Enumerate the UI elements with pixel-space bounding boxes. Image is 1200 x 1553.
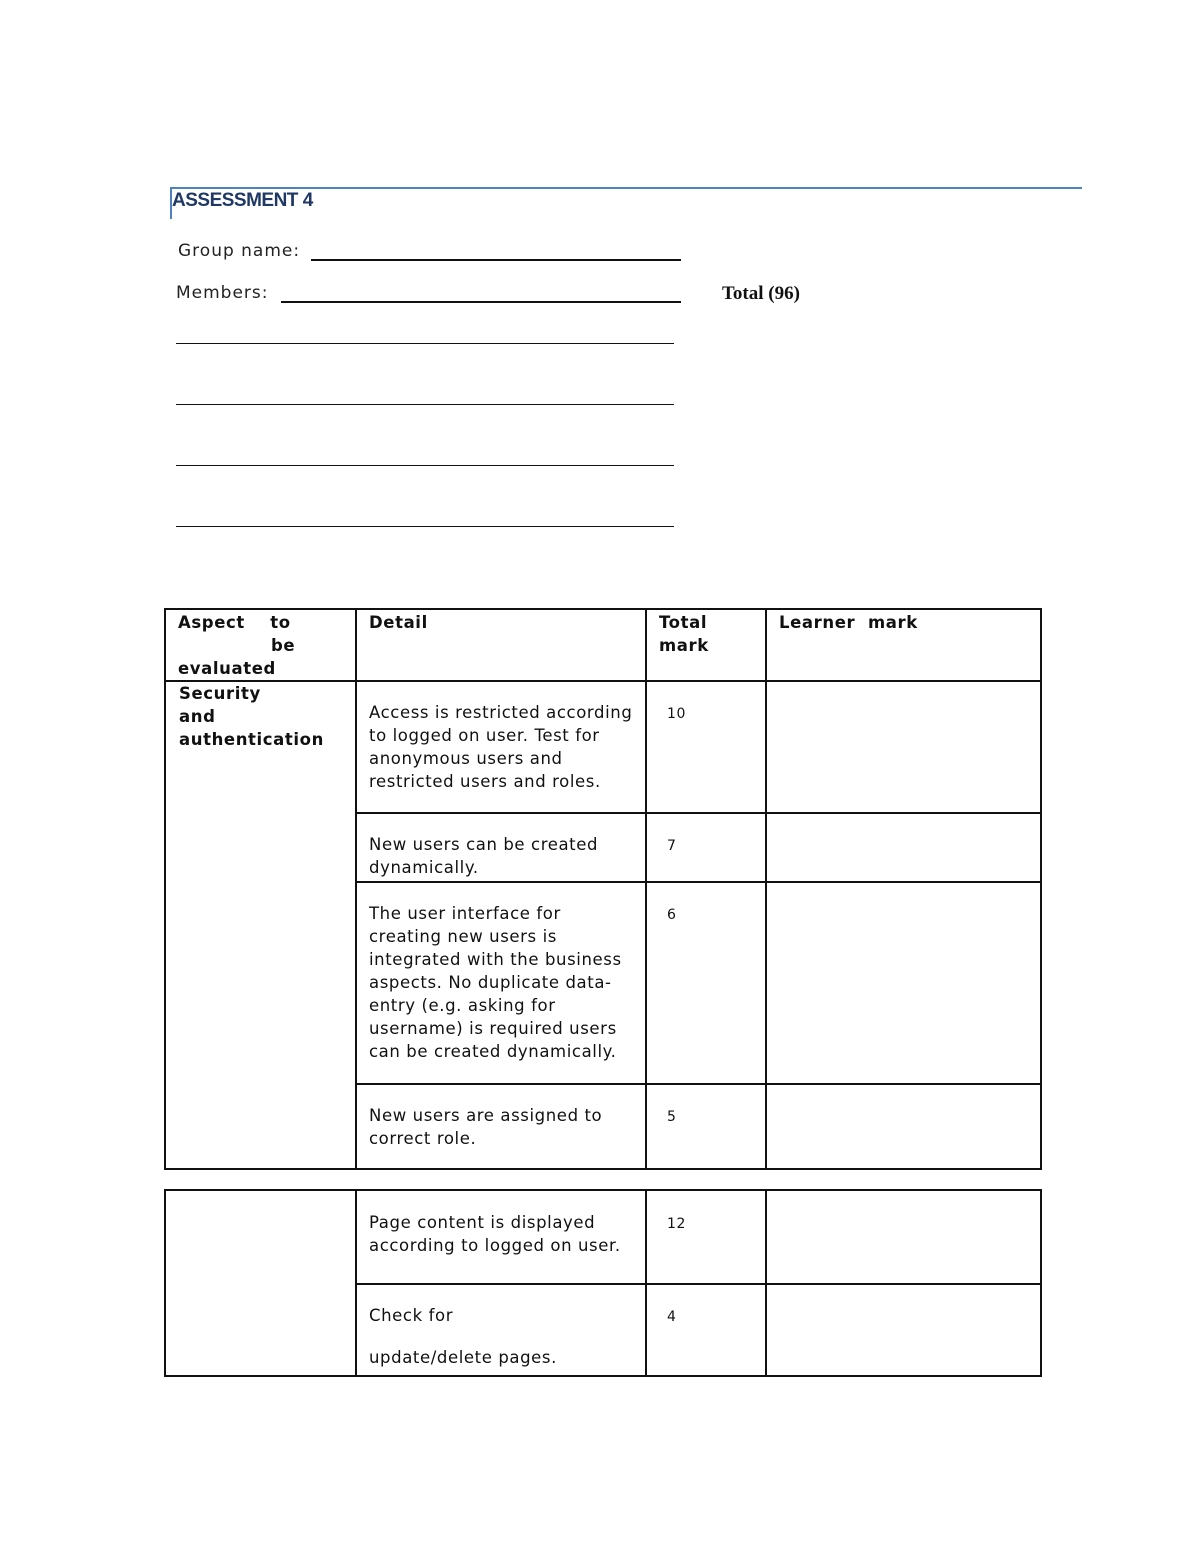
total-mark-value: 10 (667, 706, 687, 722)
header-learner-mark: Learner mark (766, 609, 1041, 681)
group-name-field[interactable] (311, 259, 681, 261)
total-mark-value: 5 (667, 1109, 677, 1125)
learner-mark-cell[interactable] (766, 681, 1041, 813)
detail-cell: Check for update/delete pages. (356, 1284, 646, 1376)
learner-mark-cell[interactable] (766, 1190, 1041, 1284)
group-name-label: Group name: (178, 241, 301, 261)
members-label: Members: (176, 283, 269, 303)
learner-mark-cell[interactable] (766, 882, 1041, 1084)
header-detail: Detail (356, 609, 646, 681)
total-mark-value: 4 (667, 1309, 677, 1325)
detail-cell: Page content is displayed according to logged on user. (356, 1190, 646, 1284)
table-row (165, 681, 1041, 813)
heading-rule (170, 187, 1082, 189)
member-line-2[interactable] (176, 404, 674, 405)
total-mark-value: 6 (667, 907, 677, 923)
detail-cell: New users are assigned to correct role. (356, 1084, 646, 1169)
rubric-table-2 (164, 1189, 1042, 1377)
members-field[interactable] (281, 301, 681, 303)
header-total-mark: Total mark (646, 609, 766, 681)
detail-cell: The user interface for creating new users is integrated with the business aspects. No duplicate data-entry (e.g. asking for username) is required users can be created dynamically. (356, 882, 646, 1084)
rubric-table-1 (164, 608, 1042, 1170)
detail-cell: Access is restricted according to logged on user. Test for anonymous users and restricted users and roles. (356, 681, 646, 813)
page-title: ASSESSMENT 4 (172, 190, 313, 211)
detail-cell: New users can be created dynamically. (356, 813, 646, 882)
total-score-label: Total (96) (722, 283, 800, 304)
aspect-cell-empty (165, 1190, 356, 1376)
learner-mark-cell[interactable] (766, 1084, 1041, 1169)
learner-mark-cell[interactable] (766, 813, 1041, 882)
learner-mark-cell[interactable] (766, 1284, 1041, 1376)
member-line-1[interactable] (176, 343, 674, 344)
total-mark-value: 7 (667, 838, 677, 854)
header-aspect: Aspect to be evaluated (165, 609, 356, 681)
table-row (165, 1190, 1041, 1284)
total-mark-value: 12 (667, 1216, 687, 1232)
header-row (165, 609, 1041, 681)
member-line-3[interactable] (176, 465, 674, 466)
member-line-4[interactable] (176, 526, 674, 527)
aspect-security: Security and authentication (165, 681, 356, 1169)
